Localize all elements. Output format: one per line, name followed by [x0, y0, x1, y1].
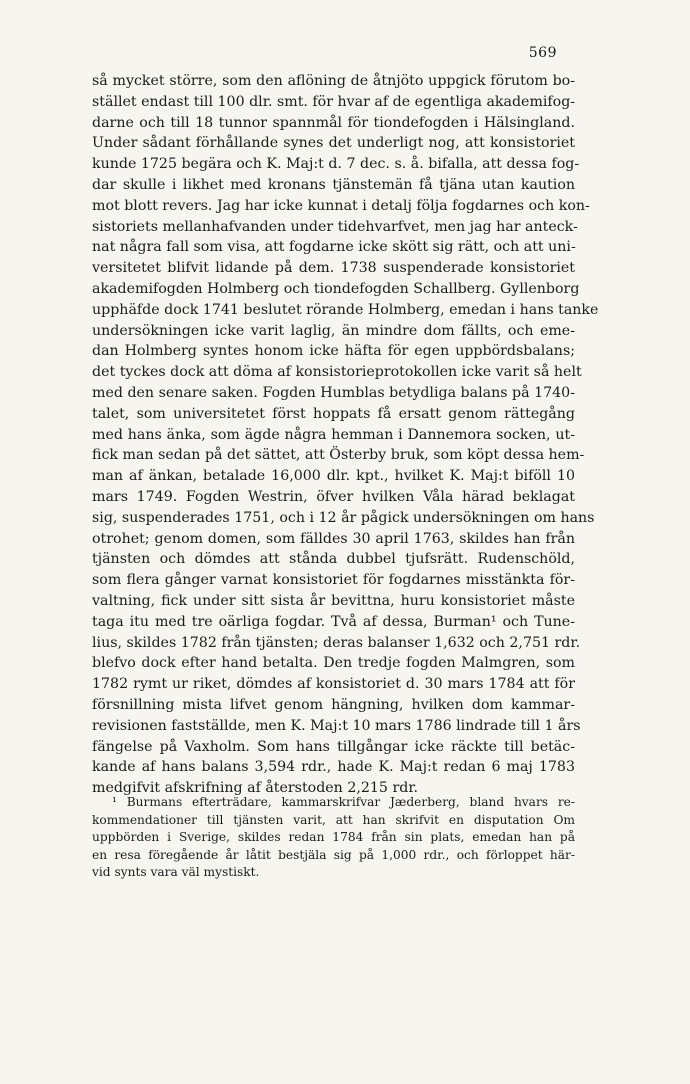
body-line: sistoriets mellanhafvanden under tidehvarfvet, men jag har anteck- [92, 218, 578, 235]
body-line: med den senare saken. Fogden Humblas betydliga balans på 1740- [92, 384, 575, 401]
body-line: medgifvit afskrifning af återstoden 2,215 rdr. [92, 780, 419, 797]
footnote-line: uppbörden i Sverige, skildes redan 1784 från sin plats, emedan han på [92, 830, 575, 845]
body-line: kunde 1725 begära och K. Maj:t d. 7 dec. s. å. bifalla, att dessa fog- [92, 156, 580, 173]
body-line: tjänsten och dömdes att stånda dubbel tjufsrätt. Rudenschöld, [92, 551, 575, 568]
body-line: taga itu med tre oärliga fogdar. Två af dessa, Burman¹ och Tune- [92, 613, 575, 630]
footnote-line: vid synts vara väl mystiskt. [92, 865, 260, 880]
footnote-line: ¹ Burmans efterträdare, kammarskrifvar Jæderberg, bland hvars re- [112, 795, 575, 809]
body-line: blefvo dock efter hand betalta. Den tredje fogden Malmgren, som [92, 655, 575, 672]
body-line: valtning, fick under sitt sista år bevittna, huru konsistoriet måste [92, 592, 575, 609]
body-line: nat några fall som visa, att fogdarne icke skött sig rätt, och att uni- [92, 239, 576, 256]
footnote-line: en resa föregående år låtit bestjäla sig på 1,000 rdr., och förloppet här- [92, 847, 575, 862]
body-line: som flera gånger varnat konsistoriet för fogdarnes misstänkta för- [92, 572, 575, 589]
body-line: stället endast till 100 dlr. smt. för hvar af de egentliga akademifog- [92, 93, 576, 110]
footnote [92, 794, 575, 882]
body-line: det tyckes dock att döma af konsistorieprotokollen icke varit så helt [92, 364, 582, 381]
body-line: akademifogden Holmberg och tiondefogden Schallberg. Gyllenborg [92, 280, 580, 297]
body-text [92, 71, 599, 799]
body-line: upphäfde dock 1741 beslutet rörande Holmberg, emedan i hans tanke [92, 301, 599, 318]
body-line: revisionen fastställde, men K. Maj:t 10 mars 1786 lindrade till 1 års [92, 717, 581, 734]
page-number: 569 [528, 45, 557, 61]
body-line: fick man sedan på det sättet, att Österby bruk, som köpt dessa hem- [92, 447, 585, 464]
body-line: dar skulle i likhet med kronans tjänstemän få tjäna utan kaution [92, 176, 575, 193]
body-line: dan Holmberg syntes honom icke häfta för egen uppbördsbalans; [92, 343, 575, 360]
body-line: versitetet blifvit lidande på dem. 1738 suspenderade konsistoriet [92, 260, 575, 277]
body-line: sig, suspenderades 1751, och i 12 år pågick undersökningen om hans [92, 509, 595, 526]
body-line: lius, skildes 1782 från tjänsten; deras balanser 1,632 och 2,751 rdr. [92, 634, 581, 651]
body-line: kande af hans balans 3,594 rdr., hade K. Maj:t redan 6 maj 1783 [92, 759, 575, 776]
body-line: man af änkan, betalade 16,000 dlr. kpt., hvilket K. Maj:t biföll 10 [92, 468, 575, 485]
body-line: mars 1749. Fogden Westrin, öfver hvilken Våla härad beklagat [92, 488, 575, 505]
body-line: mot blott revers. Jag har icke kunnat i detalj följa fogdarnes och kon- [92, 197, 590, 214]
body-line: 1782 rymt ur riket, dömdes af konsistoriet d. 30 mars 1784 att för [92, 676, 575, 693]
body-line: försnillning mista lifvet genom hängning, hvilken dom kammar- [92, 696, 575, 713]
body-line: otrohet; genom domen, som fälldes 30 april 1763, skildes han från [92, 530, 575, 547]
body-line: darne och till 18 tunnor spannmål för tiondefogden i Hälsingland. [92, 114, 575, 131]
body-line: undersökningen icke varit laglig, än mindre dom fällts, och eme- [92, 322, 575, 339]
footnote-line: kommendationer till tjänsten varit, att han skrifvit en disputation Om [92, 812, 575, 827]
body-line: med hans änka, som ägde några hemman i Dannemora socken, ut- [92, 426, 575, 443]
body-line: fängelse på Vaxholm. Som hans tillgångar icke räckte till betäc- [92, 738, 575, 755]
body-line: talet, som universitetet först hoppats få ersatt genom rättegång [92, 405, 575, 422]
body-line: så mycket större, som den aflöning de åtnjöto uppgick förutom bo- [92, 73, 575, 89]
body-line: Under sådant förhållande synes det underligt nog, att konsistoriet [92, 135, 575, 152]
